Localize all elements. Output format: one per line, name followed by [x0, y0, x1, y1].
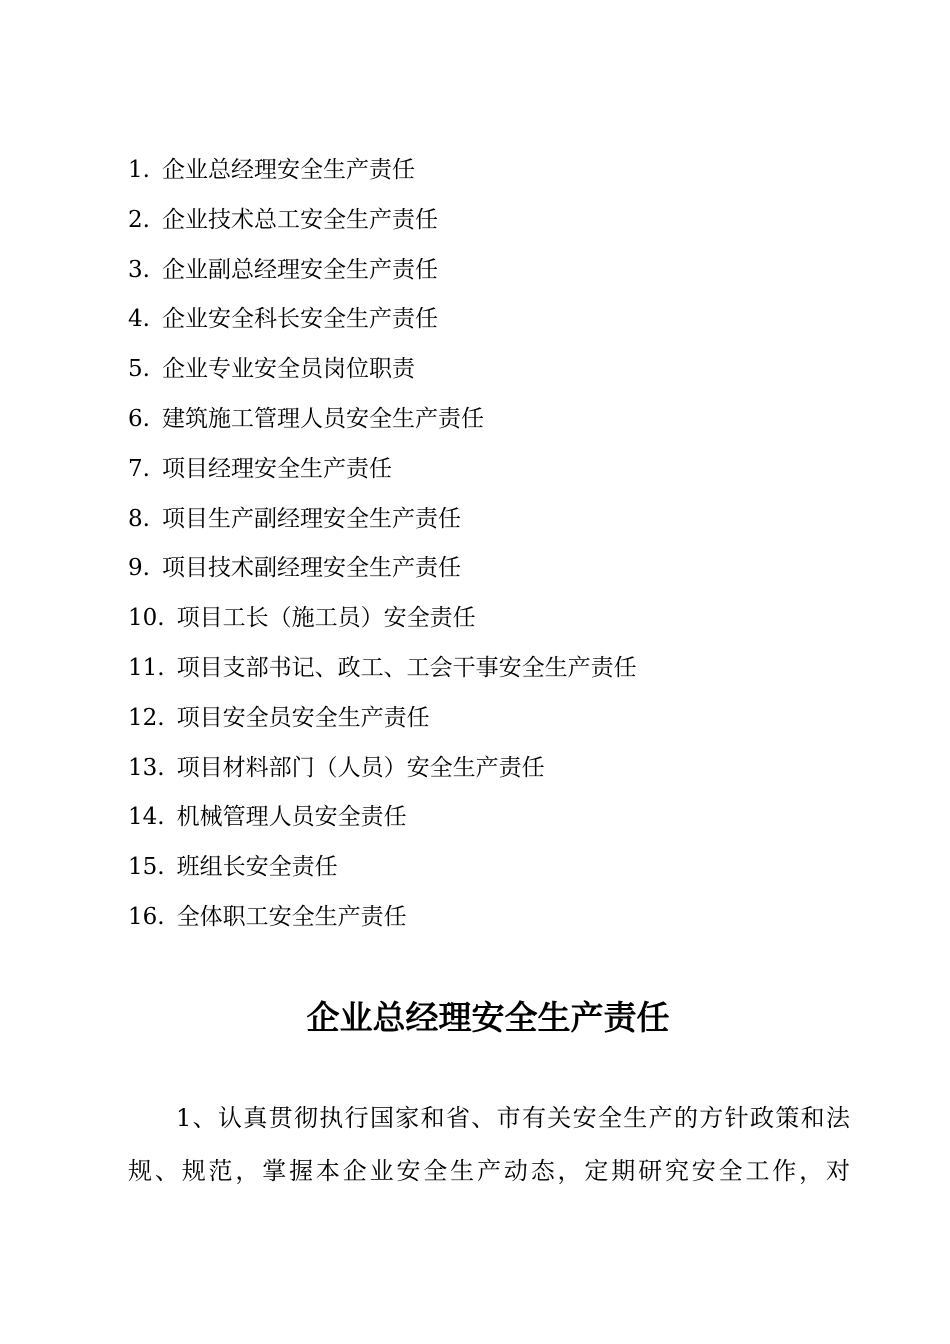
toc-item [128, 799, 888, 849]
toc-item-number: 2. [128, 206, 150, 233]
toc-item [128, 252, 888, 302]
toc-item [128, 550, 888, 600]
toc-item-number: 11. [128, 654, 165, 681]
toc-item-text: 项目生产副经理安全生产责任 [161, 505, 461, 532]
toc-item-number: 10. [128, 605, 165, 632]
toc-item-text: 企业专业安全员岗位职责 [161, 356, 415, 383]
toc-item-text: 企业技术总工安全生产责任 [161, 206, 438, 233]
toc-item-number: 13. [128, 754, 165, 781]
toc-item-text: 项目材料部门（人员）安全生产责任 [176, 754, 545, 781]
toc-item-text: 班组长安全责任 [176, 854, 338, 881]
toc-item-number: 7. [128, 455, 150, 482]
toc-item-text: 机械管理人员安全责任 [176, 804, 407, 831]
toc-item-text: 企业副总经理安全生产责任 [161, 256, 438, 283]
toc-item-number: 8. [128, 505, 150, 532]
toc-item-text: 全体职工安全生产责任 [176, 903, 407, 930]
toc-item-text: 项目工长（施工员）安全责任 [176, 605, 476, 632]
toc-item [128, 152, 888, 202]
toc-item [128, 351, 888, 401]
toc-item-number: 6. [128, 405, 150, 432]
toc-item-number: 16. [128, 903, 165, 930]
toc-item-number: 1. [128, 157, 150, 183]
toc-item [128, 899, 888, 949]
toc-item-number: 4. [128, 306, 150, 333]
toc-item-number: 3. [128, 256, 150, 283]
section-title: 企业总经理安全生产责任 [306, 998, 670, 1037]
toc-item-number: 12. [128, 704, 165, 731]
toc-item [128, 202, 888, 252]
toc-item-number: 5. [128, 356, 150, 383]
toc-item-text: 建筑施工管理人员安全生产责任 [161, 405, 484, 432]
toc-item [128, 401, 888, 451]
toc-item-number: 14. [128, 804, 165, 831]
toc-item [128, 600, 888, 650]
toc-item-number: 15. [128, 854, 165, 881]
toc-item [128, 849, 888, 899]
toc-item-text: 项目支部书记、政工、工会干事安全生产责任 [176, 654, 637, 681]
toc-item-text: 企业安全科长安全生产责任 [161, 306, 438, 333]
toc-item [128, 301, 888, 351]
toc-item-text: 项目经理安全生产责任 [161, 455, 392, 482]
toc-item [128, 750, 888, 800]
toc-item-number: 9. [128, 555, 150, 582]
toc-item-text: 企业总经理安全生产责任 [161, 157, 415, 183]
toc-item [128, 451, 888, 501]
body-paragraph: 1、认真贯彻执行国家和省、市有关安全生产的方针政策和法规、规范，掌握本企业安全生产动态，定期研究安全工作，对 [128, 1104, 850, 1185]
table-of-contents [128, 152, 888, 949]
toc-item-text: 项目安全员安全生产责任 [176, 704, 430, 731]
toc-item [128, 650, 888, 700]
toc-item [128, 700, 888, 750]
toc-item [128, 501, 888, 551]
toc-item-text: 项目技术副经理安全生产责任 [161, 555, 461, 582]
